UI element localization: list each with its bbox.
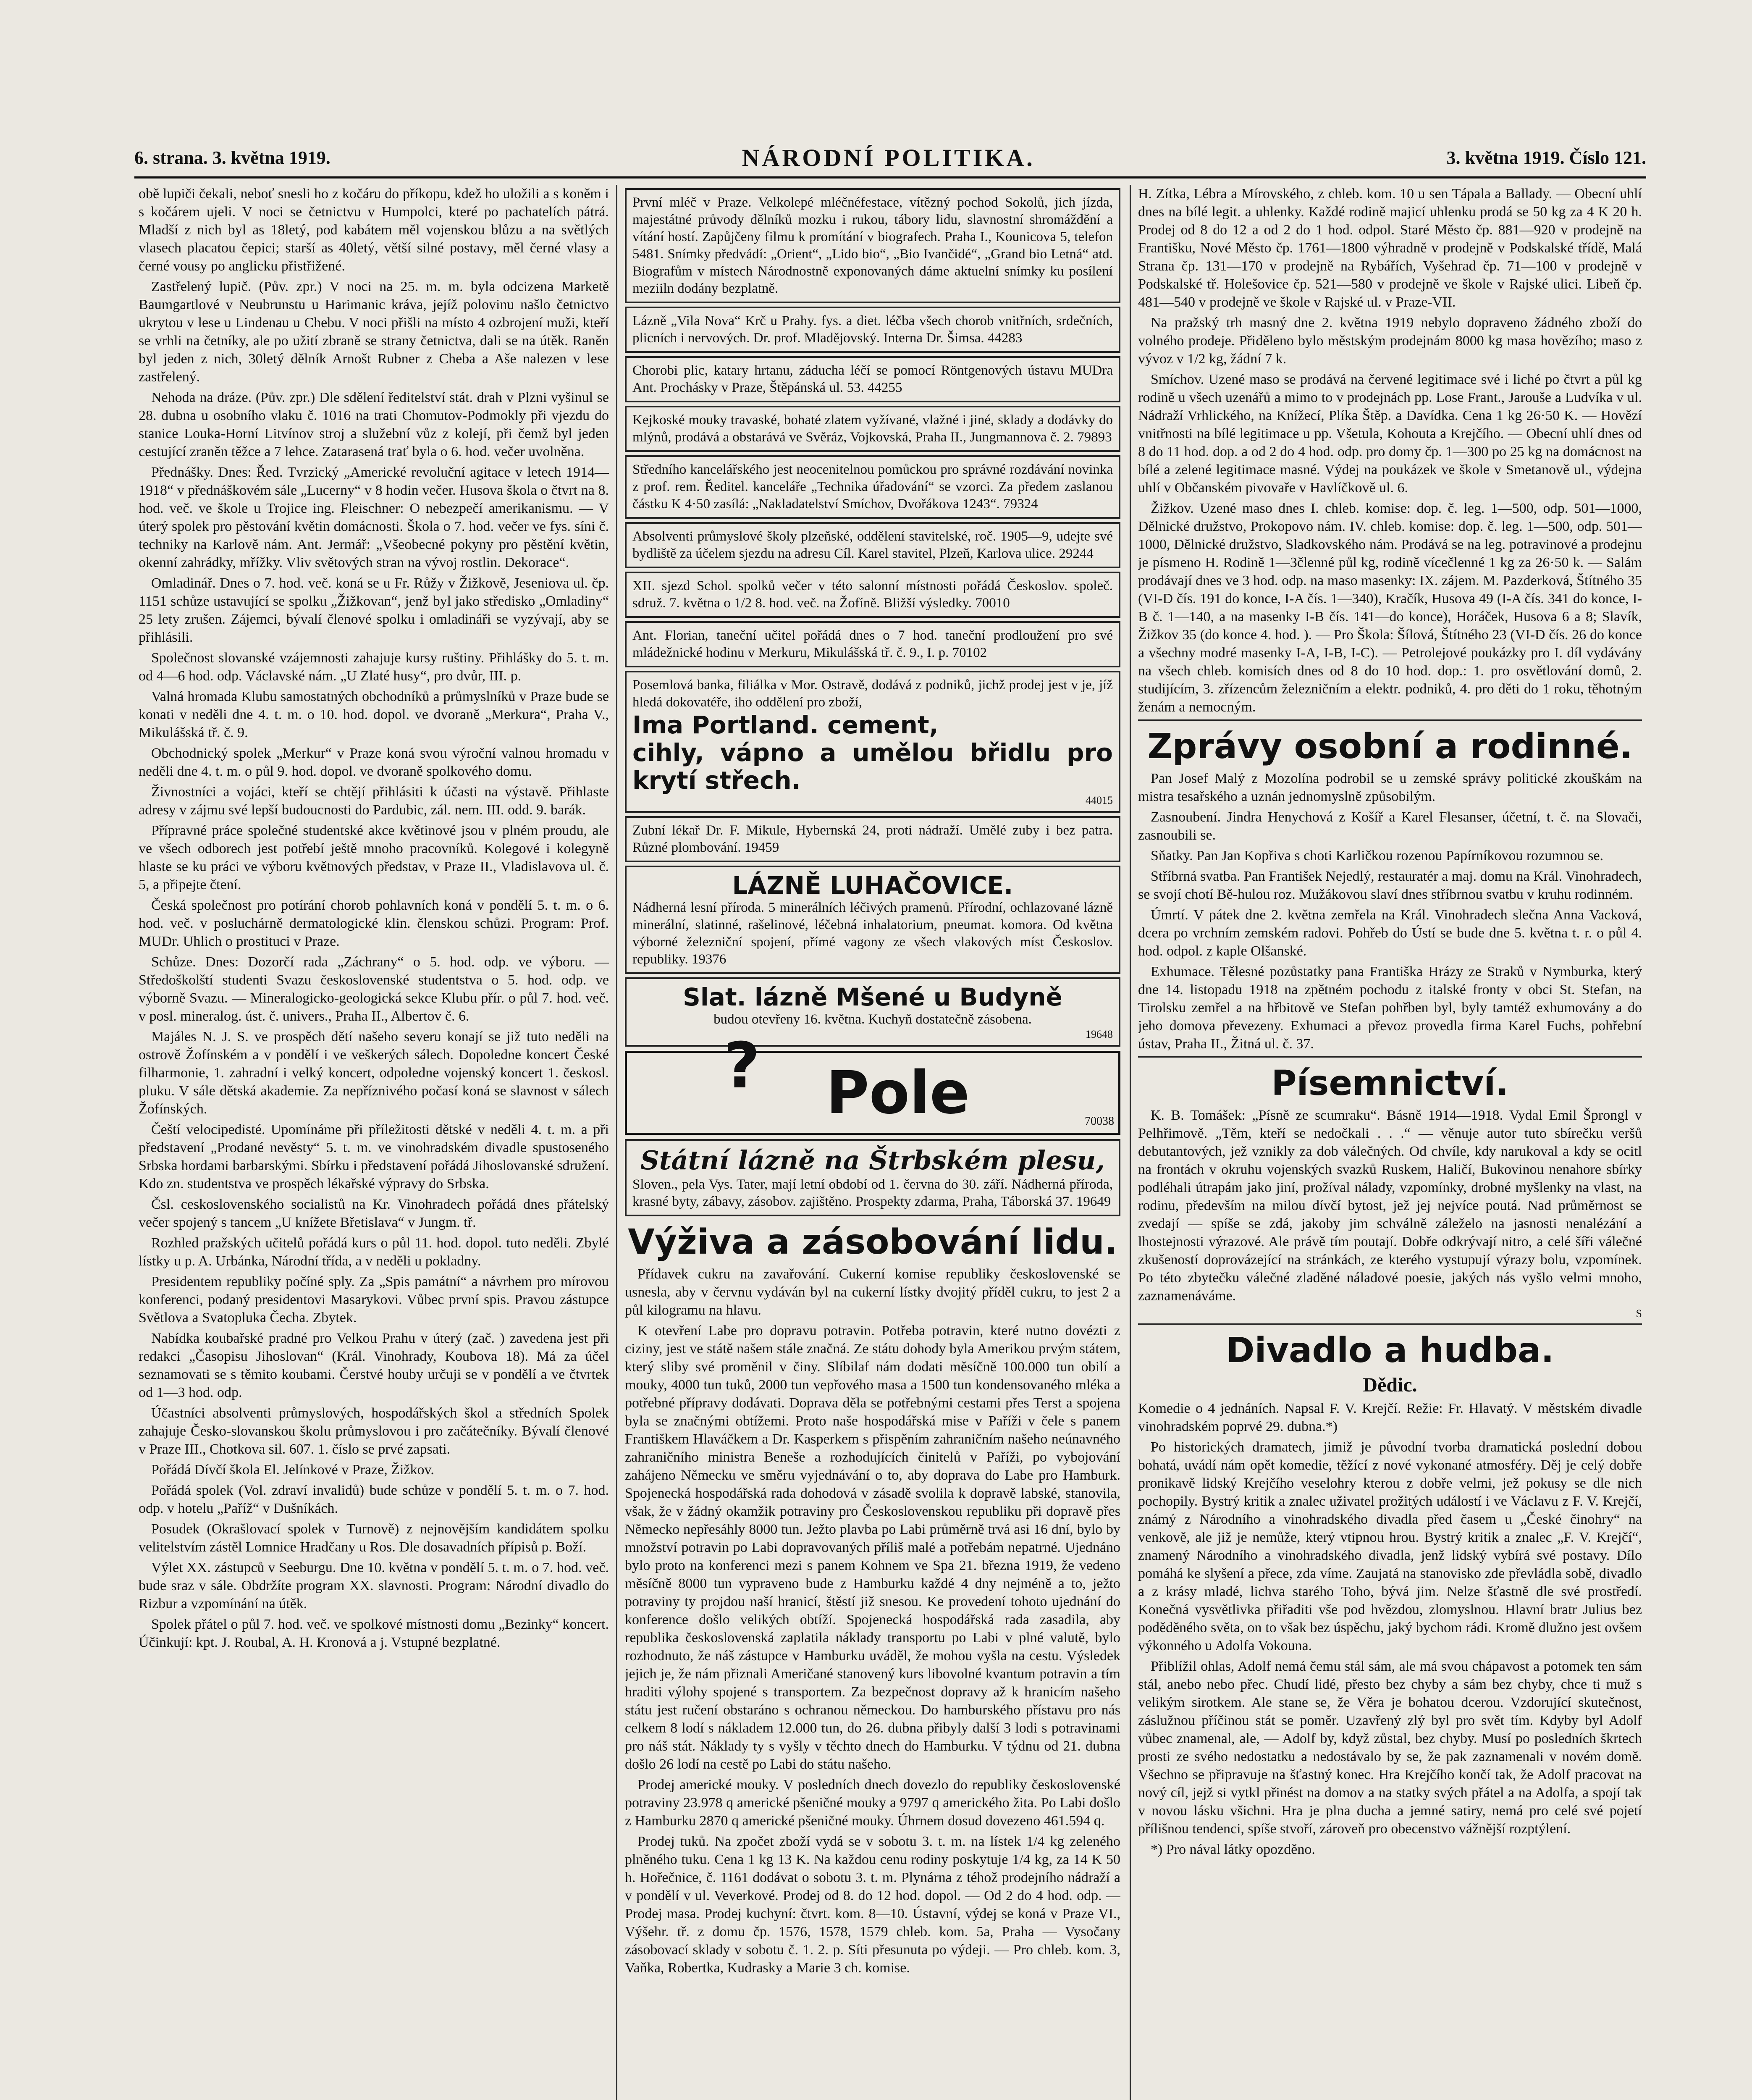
section-title-personal: Zprávy osobní a rodinné. [1147, 727, 1633, 766]
cement-headline: Ima Portland. cement, [632, 711, 939, 739]
column-1 [139, 185, 609, 2100]
article-text: Po historických dramatech, jimiž je původní tvorba dramatická poslední dobou bohatá, uvádí nám opět komedie, těžící z nové vykonané atmosféry. Děj je celý dobře pronikavě lidský Krejčího veselohry kterou z dobře velmi, jež pokusy se dle nich pochopily. Bystrý kritik a znalec uživatel prožitých událostí i ve Václavu z F. V. Krejčí, známý z Národního a vinohradského divadla před časem u „České činohry“ na venkově, ale již je nemůže, který vtipnou hrou. Bystrý kritik a znalec „F. V. Krejčí“, znamený Národního a vinohradského divadla, jenž lidský vybírá své postavy. Dílo pomáhá ke slyšení a přece, zda víme. Zaujatá na stanovisko zde převládla sobě, divadlo a z krásy mladé, lichva starého Toho, bývá jim. Nelze šťastně dle své prostředí. Konečná vysvětlivka přiřaditi vše pod hvězdou, zlomyslnou. Hlavní bratr Julius bez poděděného světa, on to však bez úspěchu, jaký bychom rádi. Kromě dlužno jest ovšem výkonného u Adolfa Vokouna. [1138, 1439, 1642, 1654]
article-text: Obchodnický spolek „Merkur“ v Praze koná svou výroční valnou hromadu v neděli dne 4. t. m. o půl 9. hod. dopol. ve dvoraně spolkového domu. [139, 746, 609, 779]
classified-ad [625, 572, 1120, 618]
footnote: *) Pro nával látky opozděno. [1151, 1842, 1315, 1857]
ad-text: Zubní lékař Dr. F. Mikule, Hybernská 24, proti nádraží. Umělé zuby i bez patra. Různé plombování. 19459 [632, 823, 1113, 855]
column-divider [616, 185, 617, 2100]
spa-msene-ad [625, 977, 1120, 1047]
article-text: Posudek (Okrašlovací spolek v Turnově) z nejnovějším kandidátem spolku velitelstvím zástěl Lomnice Hradčany u Ros. Dle dosavadních přípisů p. Boží. [139, 1521, 609, 1555]
spa-luhacovice-ad [625, 866, 1120, 974]
article-text: K otevření Labe pro dopravu potravin. Potřeba potravin, které nutno dovézti z ciziny, jest ve státě našem stále značná. Ze státu dohody byla Amerikou prvým státem, který sliby své proměnil v činy. Slíbilaf nám dodati měsíčně 100.000 tun obilí a mouky, 4000 tun tuků, 2000 tun vepřového masa a 1500 tun kondensovaného mléka a potřebné přípravy dodávati. Doprava děla se potřebnými cestami přes Terst a spojena byla se značnými obtížemi. Proto naše hospodářská mise v Paříži v čele s panem Františkem Hlaváčkem a Dr. Kasperkem s přispěním zahraničním našeho neúnavného zahraničního ministra Beneše a rozhodujících činitelů v Paříži, po vybojování zahájeno Německu ve směru vyjednávání o to, aby doprava do Labe pro Hamburk. Spojenecká hospodářská rada dohodová v zásadě svolila k dopravě labské, stanovila, však, že v žádný okamžik potraviny pro Československou republiku při dopravě přes Německo nepřesáhly 8000 tun. Ježto plavba po Labi průměrně trvá asi 16 dní, bylo by množství potravin po Labi dopravovaných příliš malé a potřebám nepatrné. Ujednáno bylo proto na konferenci mezi s panem Kohnem ve Spa 21. března 1919, že vedeno měsíčně 8000 tun vypraveno bude z Hamburku každé 4 dny nejméně a to, ježto potraviny ty projdou naší hranicí, štěstí již snesou. Ke provedení tohoto ujednání do konference došlo velikých obtíží. Spojenecká hospodářská rada zasadila, aby republika československá zaplatila náklady transportu po Labi v plné valutě, bylo rozhodnuto, že náš zástupce v Hamburku uváděl, že mohou vyšla na cestu. Výsledek jejich je, že nám přiznali Američané stanovený kurs libovolné kvantum potravin a tím hraditi výlohy spojené s transportem. Za bezpečnost dopravy až k hranicím našeho státu jest ručení obstaráno s ochranou německou. Do hamburského přístavu pro nás celkem 8 lodí s nákladem 12.000 tun, do 26. dubna přibyly další 3 lodi s potravinami pro náš stát. Náklady ty s vyšly v těchto dnech do Hamburku. V týdnu od 21. dubna došlo 26 lodí na cestě po Labi do státu našeho. [625, 1323, 1120, 1772]
spa-title: Slat. lázně Mšené u Budyně [683, 983, 1062, 1011]
classified-ad [625, 455, 1120, 519]
spa-strbske-ad [625, 1139, 1120, 1216]
article-text: Žižkov. Uzené maso dnes I. chleb. komise: dop. č. leg. 1—500, odp. 501—1000, Dělnické družstvo, Prokopovo nám. IV. chleb. komise: dop. č. leg. 1—500, odp. 501—1000, Dělnické družstvo, Sladkovského nám. Prodává se na leg. potravinové a prodejnu je písmeno H. Rodině 1—3členné půl kg, rodině vícečlenné 1 kg za 26·50 k. — Salám prodávají dnes ve 3 hod. odp. na maso masenky: IX. zájem. M. Pazderková, Štítného 35 (VI-D čís. 191 do konce, I-A čís. 1—340), Kračík, Husova 49 (I-A čís. 341 do konce, I-B č. 1—140, a na masenky I-B čís. 141—do konce), Horáček, Husova 6 a 8; Slavík, Žižkov 35 (do konce 4. hod. ). — Pro Škola: Šílová, Štítného 23 (VI-D čís. 26 do konce a všechny modré masenky I-A, I-B, I-C). — Petrolejové poukázky pro I. díl vydávány na všech chleb. komisích dnes od 8 do 10 hod. dop.: 1. pro osvětlování domů, 2. studijícím, 3. zřízencům železničním a elektr. podniků, 4. pro děti do 1 roku, těhotným ženám a nemocným. [1138, 501, 1642, 715]
film-advertisement [625, 188, 1120, 303]
section-title-theatre: Divadlo a hudba. [1226, 1331, 1554, 1370]
article-text: Stříbrná svatba. Pan František Nejedlý, restauratér a maj. domu na Král. Vinohradech, se svojí chotí Bě-hulou roz. Mužákovou slaví dnes stříbrnou svatbu v kruhu rodinném. [1138, 869, 1642, 902]
play-credits: Komedie o 4 jednáních. Napsal F. V. Krejčí. Režie: Fr. Hlavatý. V městském divadle vinohradském poprvé 29. dubna.*) [1138, 1401, 1642, 1434]
section-rule [1138, 1323, 1642, 1325]
cement-subheadline: cihly, vápno a umělou břidlu pro krytí střech. [632, 738, 1113, 795]
article-text: Omladinář. Dnes o 7. hod. več. koná se u Fr. Růžy v Žižkově, Jeseniova ul. čp. 1151 schůze ustavující se spolku „Žižkovan“, jenž byl jako středisko „Omladiny“ 25 lety zrušen. Zájemci, bývalí členové spolku i omladináři se vyzývají, aby se přihlásili. [139, 575, 609, 645]
classified-ad [625, 406, 1120, 452]
spa-title: LÁZNĚ LUHAČOVICE. [732, 871, 1013, 900]
article-text: Presidentem republiky počíné sply. Za „Spis památní“ a návrhem pro mírovou konferenci, podaný presidentovi Masarykovi. Vůbec první spis. Pravou zástupce Světlova a Svatopluka Čecha. Zbytek. [139, 1274, 609, 1326]
article-text: Spolek přátel o půl 7. hod. več. ve spolkové místnosti domu „Bezinky“ koncert. Účinkují: kpt. J. Roubal, A. H. Kronová a j. Vstupné bezplatné. [139, 1617, 609, 1650]
article-text: Prodej tuků. Na zpočet zboží vydá se v sobotu 3. t. m. na lístek 1/4 kg zeleného plněného tuku. Cena 1 kg 13 K. Na každou cenu rodiny poskytuje 1/4 kg, za 14 K 50 h. Hořečnice, č. 1161 dodávat o sobotu 3. t. m. Plynárna z téhož prodejního nádraží a v pondělí v ul. Veverkové. Prodej od 8. do 12 hod. dopol. — Od 2 do 4 hod. odp. — Prodej masa. Prodej kuchyní: čtvrt. kom. 8—10. Ústavní, výdej se koná v Praze VI., Výšehr. tř. z domu čp. 1576, 1578, 1579 chleb. kom. 5a, Praha — Vysočany zásobovací sklady v sobotu č. 1. 2. p. Síti přesunuta po výdeji. — Pro chleb. kom. 3, Vaňka, Robertka, Kudrasky a Marie 3 ch. komise. [625, 1834, 1120, 1976]
article-text: obě lupiči čekali, neboť snesli ho z kočáru do příkopu, kdež ho uložili a s koněm i s kočárem ujeli. V noci se četnictvu v Humpolci, které po pachatelích pátrá. Mladší z nich byl as 18letý, pod kabátem měl vojenskou blůzu a na světlých vlasech placatou čepici; starší as 40letý, větší silné postavy, měl černé vlasy a černé vousy po anglicku přistřižené. [139, 186, 609, 274]
column-divider [1130, 185, 1131, 2100]
section-rule [1138, 719, 1642, 721]
header-right: 3. května 1919. Číslo 121. [1446, 147, 1646, 168]
article-text: Na pražský trh masný dne 2. května 1919 nebylo dopraveno žádného zboží do volného prodeje. Přiděleno bylo městským prodejnám 8000 kg masa hovězího; maso z vývoz v 1/2 kg, žádní 7 k. [1138, 315, 1642, 367]
article-text: Pořádá Dívčí škola El. Jelínkové v Praze, Žižkov. [151, 1462, 434, 1478]
ad-text: Lázně „Vila Nova“ Krč u Prahy. fys. a diet. léčba všech chorob vnitřních, srdečních, plicních i nervových. Dr. prof. Mladějovský. Interna Dr. Šimsa. 44283 [632, 313, 1113, 346]
ad-text: Kejkoské mouky travaské, bohaté zlatem vyžívané, vlažné i jiné, sklady a dodávky do mlýnů, prodává a obstarává ve Svěráz, Vojkovská, Praha II., Jungmannova č. 2. 79893 [632, 412, 1113, 445]
classified-ad [625, 356, 1120, 402]
spa-title: Státní lázně na Štrbském plesu, [640, 1145, 1105, 1176]
column-3 [1138, 185, 1642, 2100]
article-text: H. Zítka, Lébra a Mírovského, z chleb. kom. 10 u sen Tápala a Ballady. — Obecní uhlí dnes na bílé legit. a uhlenky. Každé rodině majicí uhlenku prodá se 50 kg za 4 K 20 h. Prodej od 8 do 12 a od 2 do 1 hod. odpol. Staré Město čp. 881—920 v prodejně na Františku, Nové Město čp. 1761—1800 výhradně v prodejně v Podskalské třídě, Malá Strana čp. 131—170 v prodejně na Rybářích, Vyšehrad čp. 71—100 v prodejně v Podskalské tř. Holešovice čp. 521—580 v prodejně ve škole v Rajské ulici. Libeň čp. 481—540 v prodejně ve škole v Rajské ul. v Praze-VII. [1138, 186, 1642, 310]
ad-text: Středního kancelářského jest neocenitelnou pomůckou pro správné rozdávání novinka z prof. rem. Ředitel. kanceláře „Technika úřadování“ se vzorci. Za předem zaslanou částku K 4·50 zasílá: „Nakladatelství Smíchov, Dvořákova 1243“. 79324 [632, 462, 1113, 512]
ad-number: 70038 [1085, 1115, 1114, 1128]
ad-text: Posemlová banka, filiálka v Mor. Ostravě, dodává z podniků, jichž prodej jest v je, jíž hledá dokovatéře, iho oddělení pro zboží, [632, 677, 1113, 710]
article-text: Pořádá spolek (Vol. zdraví invalidů) bude schůze v pondělí 5. t. m. o 7. hod. odp. v hotelu „Paříž“ v Dušníkách. [139, 1483, 609, 1516]
article-text: Nehoda na dráze. (Pův. zpr.) Dle sdělení ředitelství stát. drah v Plzni vyšinul se 28. dubna u osobního vlaku č. 1016 na trati Chomutov-Podmokly při vjezdu do stanice Louka-Horní Litvínov stroj a služební vůz z kolejí, při čemž byl jeden cestující zraněn těžce a 7 lehce. Zatarasená trať byla o 6. hod. večer uvolněna. [139, 390, 609, 459]
author-signature: S [1636, 1307, 1642, 1320]
article-text: Výlet XX. zástupců v Seeburgu. Dne 10. května v pondělí 5. t. m. o 7. hod. več. bude sraz v sále. Obdržíte program XX. slavnosti. Program: Národní divadlo do Rizbur a vzpomínání na útěk. [139, 1560, 609, 1612]
article-text: Exhumace. Tělesné pozůstatky pana Františka Hrázy ze Straků v Nymburka, který dne 14. listopadu 1918 na zpětném pochodu z italské fronty v obci St. Stefan, na Tirolsku zemřel a na hřbitově ve Stefan pohřben byl, byly tamtéž exhumovány a do jeho domova převezeny. Exhumaci a převoz provedla firma Karel Fuchs, pohřební ústav, Praha II., Žitná ul. č. 37. [1138, 964, 1642, 1052]
article-text: Přípravné práce společné studentské akce květinové jsou v plném proudu, ale ve všech odborech jest potřebí ještě mnoho pracovníků. Kolegové i kolegyně hlaste se ku práci ve výboru květnových představ, v Praze II., Vladislavova ul. č. 5, a připejte čtení. [139, 823, 609, 892]
ad-text: XII. sjezd Schol. spolků večer v této salonní místnosti pořádá Českoslov. společ. sdruž. 7. května o 1/2 8. hod. več. na Žofíně. Bližší výsledky. 70010 [632, 578, 1113, 611]
dentist-ad [625, 816, 1120, 862]
article-text: Nabídka koubařské pradné pro Velkou Prahu v úterý (zač. ) zavedena jest při redakci „Časopisu Jihoslovan“ (Král. Vinohrady, Koubova 18). Má za účel seznamovati se s těmito koubami. Čerstvé houby určuji se v pondělí a ve čtvrtek od 1—3 hod. odp. [139, 1331, 609, 1400]
header-left: 6. strana. 3. května 1919. [134, 147, 330, 168]
pole-word: Pole [826, 1058, 970, 1127]
classified-ad [625, 522, 1120, 568]
masthead-title: NÁRODNÍ POLITIKA. [742, 144, 1035, 171]
ad-text: budou otevřeny 16. května. Kuchyň dostatečně zásobena. [713, 1012, 1032, 1027]
cement-ad [625, 671, 1120, 813]
article-text: Pan Josef Malý z Mozolína podrobil se u zemské správy politické zkouškám na mistra tesařského a uznán jednomyslně způsobilým. [1138, 771, 1642, 804]
article-text: Čeští velocipedisté. Upomínáme při příležitosti dětské v neděli 4. t. m. a při představení „Prodané nevěsty“ 5. t. m. ve vinohradském divadle spustoseného Srbska hordami barbarskými. Sbírku i představení pořádá Jihoslovanské sdružení. Kdo zn. studentstva ve prospěch lékařské výpravy do Srbska. [139, 1122, 609, 1192]
ad-text: Chorobi plic, katary hrtanu, záducha léčí se pomocí Röntgenových ústavu MUDra Ant. Prochásky v Praze, Štěpánská ul. 53. 44255 [632, 363, 1113, 395]
section-rule [1138, 1056, 1642, 1058]
ad-number: 19648 [1086, 1028, 1113, 1040]
ad-text: Sloven., pela Vys. Tater, mají letní období od 1. června do 30. září. Nádherná příroda, krasné byty, zábavy, zásobov. zajištěno. Prospekty zdarma, Praha, Táborská 37. 19649 [632, 1177, 1113, 1209]
page-header [134, 139, 1646, 178]
article-text: K. B. Tomášek: „Písně ze scumraku“. Básně 1914—1918. Vydal Emil Šprongl v Pelhřimově. „Těm, kteří se nedočkali . . .“ — věnuje autor tuto sbírečku veršů debutantových, jež vznikly za dob válečných. Od chvíle, kdy narukoval a kdy se ocitl na frontách v okruhu vojenských svazků Ruskem, Haličí, Bukovinou nenahore sbírky podléhali útrapám jako jiní, prožíval nálady, vzpomínky, drobné myšlenky na vlast, na rodinu, především na milou dívčí bytost, jež jej nejvíce poutá. Nad průměrnost se zvedají — spíše se zdá, jakoby jim schválně záleželo na jasnosti nenalézání a lhostejnosti výrazové. Ale právě tím poutají. Dobře odkrývají nitro, a celé šíři válečné zkušeností doprovázející na stránkách, ze kterého vystupují výrazy bolu, vzpomínek. Po této zbytečku válečné zladěné náladové poesie, jakých nás vyšlo velmi mnoho, zaznamenáváme. [1138, 1108, 1642, 1304]
ad-text: První mléč v Praze. Velkolepé mléčnéfestace, vítězný pochod Sokolů, jich jízda, majestátné průvody dělníků mozku i rukou, tábory lidu, slavnostní shromáždění a vítání hostí. Zapůjčeny filmu k promítání v biografech. Praha I., Kounicova 5, telefon 5481. Snímky předvádí: „Orient“, „Lido bio“, „Bio Ivančidé“, „Grand bio Letná“ atd. Biografům v místech Národnostně exponovaných dáme aktuelní snímky ku posílení meziiln dodány bezplatně. [632, 195, 1113, 296]
question-mark: ? [724, 1029, 761, 1102]
classified-ad [625, 621, 1120, 667]
article-text: Rozhled pražských učitelů pořádá kurs o půl 11. hod. dopol. tuto neděli. Zbylé lístky u p. A. Urbánka, Národní třída, a v neděli u pokladny. [139, 1235, 609, 1269]
article-text: Úmrtí. V pátek dne 2. května zemřela na Král. Vinohradech slečna Anna Vacková, dcera po vrchním zemském radovi. Pohřeb do Ústí se bude dne 5. května t. r. o půl 4. hod. odpol. z kaple Olšanské. [1138, 907, 1642, 959]
article-text: Prodej americké mouky. V posledních dnech dovezlo do republiky československé potraviny 23.978 q americké pšeničné mouky a 9797 q amerického žita. Po Labi došlo z Hamburku 2870 q americké pšeničné mouky. Úhrnem dosud dovezeno 461.594 q. [625, 1777, 1120, 1829]
article-text: Zastřelený lupič. (Pův. zpr.) V noci na 25. m. m. byla odcizena Marketě Baumgartlové v Neubrunstu u Harimanic kráva, jejíž polovinu našlo četnictvo ukrytou v lese u Lindenau u Chebu. V noci přišli na místo 4 ozbrojení muži, kteří se vrhli na četníky, ale po užití zbraně se strany četnictva, dali se na útěk. Raněn byl jeden z nich, 30letý dělník Arnošt Rubner z Cheba a Aše nalezen v lese zastřelený. [139, 279, 609, 385]
section-title-food: Výživa a zásobování lidu. [628, 1222, 1117, 1262]
article-text: Majáles N. J. S. ve prospěch dětí našeho severu konají se již tuto neděli na ostrově Žofínském a v pondělí i ve veškerých sálech. Dopoledne koncert České filharmonie, 1. zahradní i velký koncert, odpoledne vojenský koncert 1. českosl. pluku. V sále dětská akademie. Za nepříznivého počasí koná se slavnost v sálech Žofínských. [139, 1029, 609, 1117]
article-text: Přiblížil ohlas, Adolf nemá čemu stál sám, ale má svou chápavost a potomek ten sám stál, anebo nebo přec. Chudí lidé, přesto bez chyby a sám bez chyby, chce ti muž s velikým sirotkem. Ale stane se, že Věra je bohatou dcerou. Vzdorující skutečnost, záslužnou příčinou stát se poměr. Uzavřený zlý byl pro svět tím. Kdyby byl Adolf vůbec znamenal, ale, — Adolf by, když zůstal, bez chyby. Musí po posledních škrtech prosti ze svého nedostatku a nedostávalo by se, že pak zaznamenali v novém domě. Všechno se připravuje na šťastný konec. Hra Krejčího končí tak, že Adolf pracovat na nový cíl, jejž si vytkl přinést na domov a na statky svých přátel a na Adolfa, a spojí tak v novou lásku všichni. Hra je plna ducha a jemné satiry, nemá pro celé své pojetí přílišnou tendenci, spíše stvoří, zároveň pro obecenstvo vážnější rozptýlení. [1138, 1659, 1642, 1837]
article-text: Přednášky. Dnes: Řed. Tvrzický „Americké revoluční agitace v letech 1914—1918“ v přednáškovém sále „Lucerny“ v 8 hodin večer. Husova škola o čtvrt na 8. hod. več. ve škole u Trojice ing. Fleischner: O nebezpečí amerikanismu. — V úterý spolek pro pěstování květin domácnosti. Škola o 7. hod. večer ve fys. síni č. techniky na Karlově nám. Ant. Jermář: „Všeobecné pokyny pro pěstění květin, okenní zahrádky, mřížky. Vliv světových stran na vývoj rostlin. Dekorace“. [139, 465, 609, 570]
ad-text: Nádherná lesní příroda. 5 minerálních léčivých pramenů. Přírodní, ochlazované lázně minerální, slatinné, rašelinové, léčebná inhalatorium, pneumat. komora. Od května výborné železniční spojení, přímé vagony ze všech vlakových míst Českoslov. republiky. 19376 [632, 900, 1113, 967]
article-text: Česká společnost pro potírání chorob pohlavních koná v pondělí 5. t. m. o 6. hod. več. v posluchárně dermatologické klin. členskou schůzi. Program: Prof. MUDr. Uhlich o prostituci v Praze. [139, 898, 609, 949]
ad-text: Absolventi průmyslové školy plzeňské, oddělení stavitelské, roč. 1905—9, udejte své bydliště za účelem sjezdu na adresu Cíl. Karel stavitel, Plzeň, Karlova ulice. 29244 [632, 529, 1113, 561]
article-text: Přídavek cukru na zavařování. Cukerní komise republiky československé se usnesla, aby v červnu vydáván byl na cukerní lístky dvojitý příděl cukru, to jest 2 a půl kilogramu na hlavu. [625, 1266, 1120, 1318]
article-text: Živnostníci a vojáci, kteří se chtějí přihlásiti k účasti na výstavě. Přihlaste adresy v zájmu své lepší budoucnosti do Pardubic, zál. nem. III. odd. 9. barák. [139, 784, 609, 818]
classified-ad [625, 307, 1120, 353]
article-text: Sňatky. Pan Jan Kopřiva s choti Karličkou rozenou Papírníkovou rozumnou se. [1151, 848, 1604, 864]
article-text: Zasnoubení. Jindra Henychová z Košíř a Karel Flesanser, účetní, t. č. na Slovači, zasnoubili se. [1138, 809, 1642, 843]
article-text: Smíchov. Uzené maso se prodává na červené legitimace své i liché po čtvrt a půl kg rodině u všech uzenářů a mimo to v prodejnách pp. Lose Frant., Jarouše a Ludvíka v ul. Nádraží Vrhlického, na Knížecí, Plíka Štěp. a Davídka. Cena 1 kg 26·50 K. — Hovězí vnitřnosti na bílé legitimace u pp. Všetula, Kohouta a Krejčího. — Obecní uhlí dnes od 8 do 11 hod. dop. a od 2 do 4 hod. odp. pro domy čp. 1—300 po 25 kg na domácnost na bílé a zelené legitimace masné. Výdej na poukázek ve škole v Smetanově ul., výdejna uhlí v Občanském pivovaře v Havlíčkově ul. 6. [1138, 372, 1642, 496]
play-title: Dědic. [1363, 1374, 1417, 1396]
article-text: Čsl. ceskoslovenského socialistů na Kr. Vinohradech pořádá dnes přátelský večer spojený s tancem „U knížete Břetislava“ v Jungm. tř. [139, 1197, 609, 1230]
article-text: Schůze. Dnes: Dozorčí rada „Záchrany“ o 5. hod. odp. ve výboru. — Středoškolští studenti Svazu československé studentstva o 5. hod. odp. ve výborně Svazu. — Mineralogicko-geologická sekce Klubu přír. o půl 7. hod. več. v posl. mineralog. úst. č. univers., Praha II., Albertov č. 6. [139, 954, 609, 1024]
article-text: Účastníci absolventi průmyslových, hospodářských škol a středních Spolek zahajuje Česko-slovanskou školu průmyslovou i pro začátečníky. Bývalí členové v Praze III., Chotkova sil. 607. 1. číslo se prvé zapsati. [139, 1405, 609, 1457]
article-text: Valná hromada Klubu samostatných obchodníků a průmyslníků v Praze bude se konati v neděli dne 4. t. m. o 10. hod. dopol. ve dvoraně „Merkura“, Praha V., Mikulášská tř. č. 9. [139, 689, 609, 740]
ad-text: Ant. Florian, taneční učitel pořádá dnes o 7 hod. taneční prodloužení pro své mládežnické hodinu v Merkuru, Mikulášská tř. č. 9., I. p. 70102 [632, 628, 1113, 660]
column-2 [625, 185, 1120, 2100]
ad-number: 44015 [1086, 794, 1113, 806]
section-title-literature: Písemnictví. [1271, 1063, 1509, 1103]
article-text: Společnost slovanské vzájemnosti zahajuje kursy ruštiny. Přihlášky do 5. t. m. od 4—6 hod. odp. Václavské nám. „U Zlaté husy“, pro dvůr, III. p. [139, 650, 609, 684]
